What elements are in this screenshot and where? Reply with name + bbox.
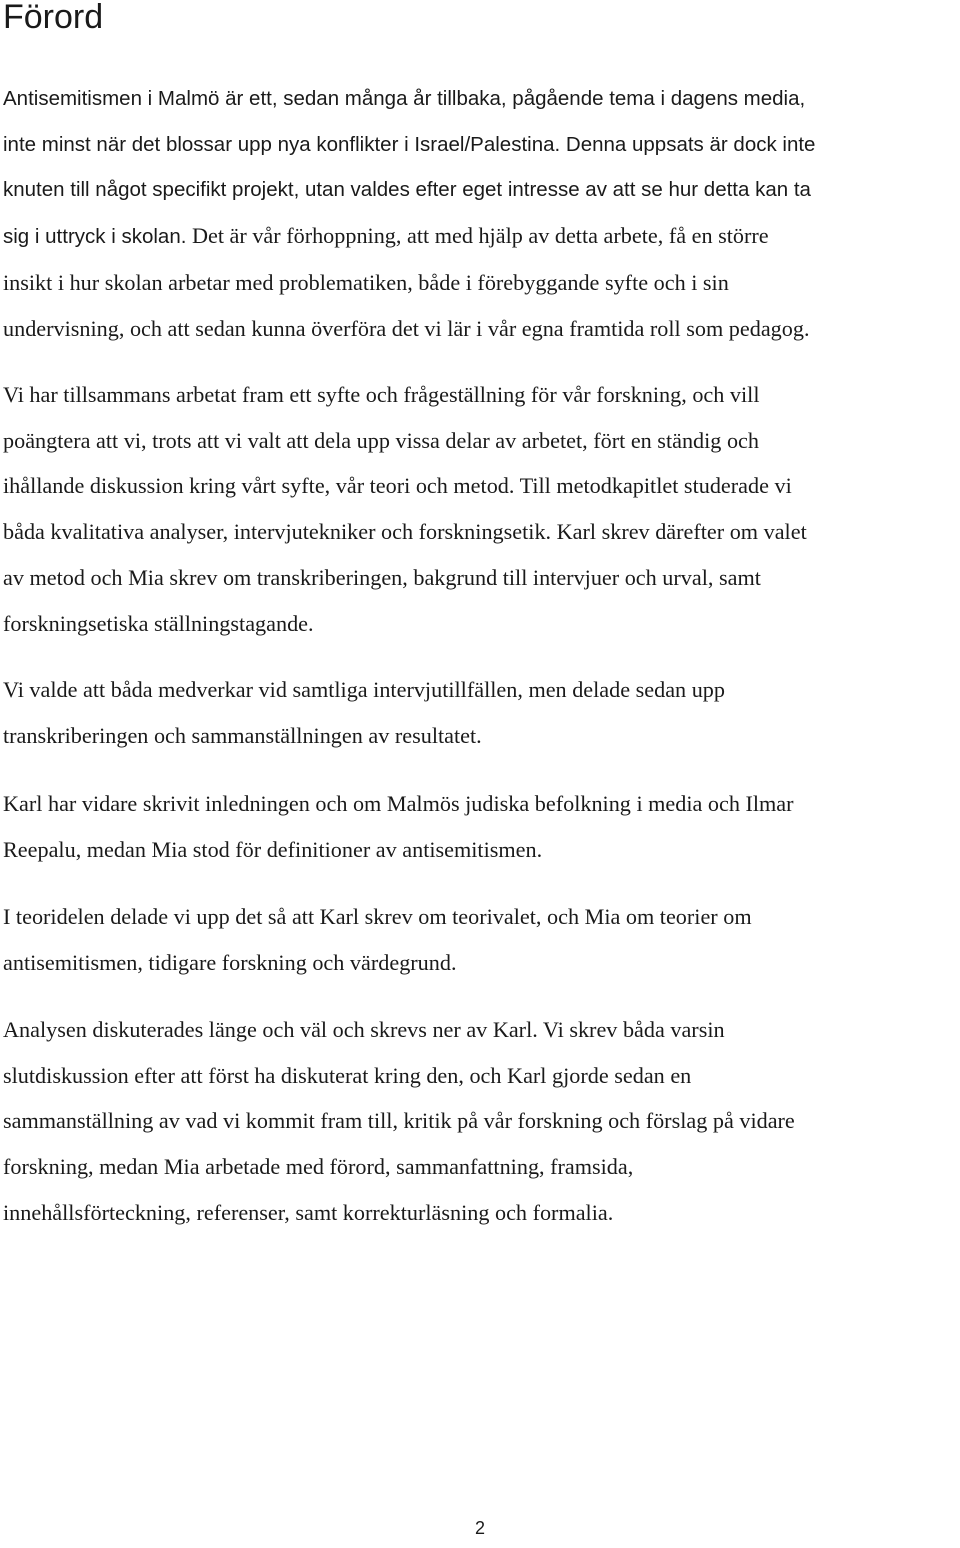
paragraph-line: sig i uttryck i skolan. xyxy=(3,225,187,249)
paragraph-line: Vi valde att båda medverkar vid samtliga intervjutillfällen, men delade sedan upp xyxy=(3,677,725,702)
paragraph-line: av metod och Mia skrev om transkriberingen, bakgrund till intervjuer och urval, samt xyxy=(3,564,761,590)
paragraph-line: forskningsetiska ställningstagande. xyxy=(3,610,314,636)
paragraph-line: Det är vår förhoppning, att med hjälp av detta arbete, få en större xyxy=(186,223,769,249)
paragraph-line: innehållsförteckning, referenser, samt korrekturläsning och formalia. xyxy=(3,1199,614,1225)
paragraph-line: båda kvalitativa analyser, intervjutekniker och forskningsetik. Karl skrev därefter om valet xyxy=(3,519,807,545)
paragraph-line: I teoridelen delade vi upp det så att Karl skrev om teorivalet, och Mia om teorier om xyxy=(3,904,752,929)
paragraph-line: poängtera att vi, trots att vi valt att dela upp vissa delar av arbetet, fört en ständig och xyxy=(3,427,759,453)
page-title: Förord xyxy=(3,0,104,36)
paragraph-6 xyxy=(3,1007,960,1236)
paragraph-line: undervisning, och att sedan kunna överföra det vi lär i vår egna framtida roll som pedagog. xyxy=(3,315,810,341)
paragraph-line: inte minst när det blossar upp nya konflikter i Israel/Palestina. Denna uppsats är dock inte xyxy=(3,132,816,156)
paragraph-line: insikt i hur skolan arbetar med problematiken, både i förebyggande syfte och i sin xyxy=(3,269,729,295)
paragraph-1 xyxy=(3,76,960,351)
page-number: 2 xyxy=(474,1518,485,1538)
paragraph-line: knuten till något specifikt projekt, utan valdes efter eget intresse av att se hur detta kan ta xyxy=(3,178,811,202)
paragraph-line: Antisemitismen i Malmö är ett, sedan många år tillbaka, pågående tema i dagens media, xyxy=(3,87,806,110)
paragraph-line: Vi har tillsammans arbetat fram ett syfte och frågeställning för vår forskning, och vill xyxy=(3,382,760,407)
paragraph-2 xyxy=(3,372,960,646)
paragraph-line: forskning, medan Mia arbetade med förord, sammanfattning, framsida, xyxy=(3,1154,634,1180)
paragraph-line: transkriberingen och sammanställningen av resultatet. xyxy=(3,722,482,748)
paragraph-4 xyxy=(3,781,960,872)
paragraph-line: Analysen diskuterades länge och väl och skrevs ner av Karl. Vi skrev båda varsin xyxy=(3,1017,725,1042)
paragraph-line: Karl har vidare skrivit inledningen och om Malmös judiska befolkning i media och Ilmar xyxy=(3,791,794,816)
paragraph-line: slutdiskussion efter att först ha diskuterat kring den, och Karl gjorde sedan en xyxy=(3,1062,692,1088)
paragraph-5 xyxy=(3,894,960,985)
paragraph-line: antisemitismen, tidigare forskning och värdegrund. xyxy=(3,949,457,975)
paragraph-line: Reepalu, medan Mia stod för definitioner av antisemitismen. xyxy=(3,836,543,862)
paragraph-line: ihållande diskussion kring vårt syfte, vår teori och metod. Till metodkapitlet studerade vi xyxy=(3,473,792,499)
paragraph-3 xyxy=(3,667,960,758)
paragraph-line: sammanställning av vad vi kommit fram till, kritik på vår forskning och förslag på vidare xyxy=(3,1108,795,1134)
